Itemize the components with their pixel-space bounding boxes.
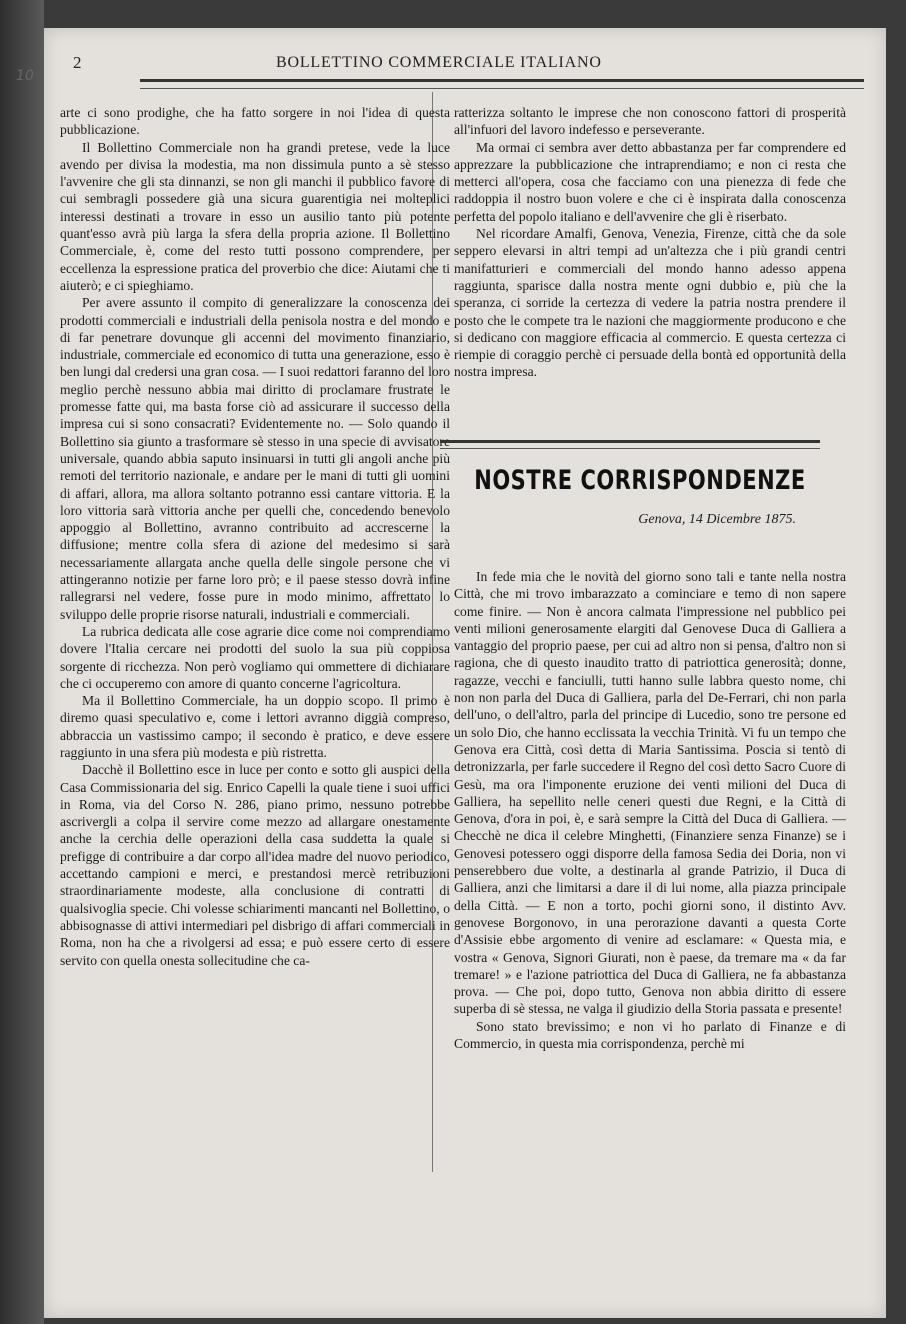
paragraph: Dacchè il Bollettino esce in luce per conto e sotto gli auspici della Casa Commissionaria del sig. Enrico Capelli la quale tiene i suoi uffici in Roma, via del Corso N. 286, piano primo, nessuno potrebbe ascrivergli a colpa il servire come mezzo ad allargare onestamente anche la cerchia delle operazioni della casa suddetta la quale si prefigge di contribuire a dar corpo all'idea madre del nuovo periodico, accettando campioni e merci, e prestandosi mercè retribuzioni straordinariamente modeste, alla conclusione di contratti di qualsivoglia specie. Chi volesse schiarimenti mancanti nel Bollettino, o abbisognasse di attivi intermediari pel disbrigo di affari commerciali in Roma, non ha che a rivolgersi ad essa; e può essere certo di essere servito con quella onesta sollecitudine che ca- [60, 762, 450, 968]
paragraph: Nel ricordare Amalfi, Genova, Venezia, Firenze, città che da sole seppero elevarsi in altri tempi ad un'altezza che i più grandi centri manifatturieri e commerciali del mondo hanno adesso appena raggiunta, sparisce dalla nostra mente ogni dubbio e, più che la speranza, ci sorride la certezza di vedere la patria nostra prendere il posto che le compete tra le nazioni che maggiormente producono e che si dedicano con maggiore efficacia al commercio. E questa certezza ci riempie di coraggio perchè ci persuade della bontà ed opportunità della nostra impresa. [454, 226, 846, 380]
paragraph: In fede mia che le novità del giorno sono tali e tante nella nostra Città, che mi trovo imbarazzato a cominciare e temo di non sapere come finire. — Non è ancora calmata l'impressione nel pubblico pei venti milioni generosamente elargiti dal Genovese Duca di Galliera a vantaggio del proprio paese, per cui ad altro non si pensa, d'altro non si ragiona, che di questo inaudito tratto di patriottica generosità; donne, ragazze, vecchi e fanciulli, tutti hanno sulle labbra questo nome, chi non non parla del Duca di Galliera, parla del De-Ferrari, chi non parla dell'uno, o dell'altro, parla del principe di Lucedio, sono tre persone ed un solo Dio, che hanno ecclissata la vecchia Trinità. Vi fu un tempo che Genova era Città, così detta di Maria Santissima. Poscia si tentò di detronizzarla, per farle succedere il Regno del così detto Sacro Cuore di Gesù, ma ora l'imponente eruzione dei venti milioni del Duca di Galliera, ha sepellito nelle ceneri questi due Regni, e la Città di Genova, d'ora in poi, è, e sarà sempre la Città del Duca di Galliera. — Checchè ne dica il celebre Minghetti, (Finanziere senza Finanze) se i Genovesi potessero oggi disporre della famosa Sedia dei Doria, non vi penserebbero due volte, a destinarla al grande Patrizio, il Duca di Galliera, anzi che limitarsi a dare il di lui nome, alla piazza principale della Città. — E non a torto, pochi giorni sono, il distinto Avv. genovese Borgonovo, in una perorazione davanti a questa Corte d'Assisie ebbe argomento di venire ad esclamare: « Questa mia, e vostra « Genova, Signori Giurati, non è paese, da tremare ma « da far tremare! » e l'azione patriottica del Duca di Galliera, ne fa abbastanza prova. — Che poi, dopo tutto, Genova non abbia diritto di essere superba di sè stessa, ne valga il giudizio della Storia passata e presente! [454, 569, 846, 1017]
right-column-bottom [454, 568, 846, 1052]
paragraph: La rubrica dedicata alle cose agrarie dice come noi comprendiamo dovere l'Italia cercare nei prodotti del suolo la sua più coppiosa sorgente di ricchezza. Non però vogliamo qui ommettere di dichiarare che ci occuperemo con amore di quanto concerne l'agricoltura. [60, 623, 450, 691]
paragraph: arte ci sono prodighe, che ha fatto sorgere in noi l'idea di questa pubblicazione. [60, 105, 450, 138]
paragraph: Ma il Bollettino Commerciale, ha un doppio scopo. Il primo è diremo quasi speculativo e, come i lettori avranno diggià compreso, abbraccia un vastissimo campo; il secondo è pratico, e deve essere raggiunto in una sfera più modesta e più ristretta. [60, 693, 450, 760]
paragraph: Il Bollettino Commerciale non ha grandi pretese, vede la luce avendo per divisa la modestia, ma non dissimula punto a sè stesso l'avvenire che gli sta dinnanzi, se non gli manchi il pubblico favore di cui sembragli possedere già una sicura guarentigia nei molteplici interessi destinati a trovare in esso un ausilio tanto più potente quant'esso avrà più larga la sfera della propria azione. Il Bollettino Commerciale, è, come del resto tutti possono comprendere, per eccellenza la espressione pratica del proverbio che dice: Aiutami che ti aiuterò; e ci spieghiamo. [60, 139, 450, 293]
running-title: BOLLETTINO COMMERCIALE ITALIANO [276, 54, 602, 71]
left-column [60, 104, 450, 969]
right-column-top [454, 104, 846, 381]
paragraph: ratterizza soltanto le imprese che non conoscono fattori di prosperità all'infuori del lavoro indefesso e perseverante. [454, 105, 846, 138]
paragraph: Per avere assunto il compito di generalizzare la conoscenza dei prodotti commerciali e industriali della penisola nostra e del mondo e di far penetrare dovunque gli accenni del movimento finanziario, industriale, commerciale ed economico di tutta una generazione, esso è ben lungi dal credersi una gran cosa. — I suoi redattori faranno del loro meglio perchè nessuno abbia mai diritto di proclamare frustrate le promesse fatte qui, ma basta forse ciò ad assicurare il successo della impresa cui si sono consacrati? Evidentemente no. — Solo quando il Bollettino sia giunto a trasformare sè stesso in una specie di avvisatore universale, quando abbia saputo insinuarsi in tutti gli angoli anche più remoti del territorio nazionale, e andare per le mani di tutti gli uomini di affari, allora, ma allora soltanto potranno essi cantare vittoria. E la loro vittoria sarà vittoria anche per quelli che, concedendo benevolo appoggio al Bollettino, avranno contribuito ad accrescerne la diffusione; mentre colla sfera di azione del medesimo si sarà necessariamente allargata anche quella delle singole persone che vi attingeranno notizie per farne loro prò; e il paese stesso dovrà infine rallegrarsi nel vedere, fosse pure in modo minimo, affrettato lo sviluppo delle proprie risorse naturali, industriali e commerciali. [60, 295, 450, 622]
section-title: NOSTRE CORRISPONDENZE [474, 465, 806, 495]
section-rule [440, 440, 820, 449]
paragraph: Sono stato brevissimo; e non vi ho parlato di Finanze e di Commercio, in questa mia corrispondenza, perchè mi [454, 1018, 846, 1052]
page-number: 2 [73, 53, 82, 72]
paragraph: Ma ormai ci sembra aver detto abbastanza per far comprendere ed apprezzare la pubblicazione che intraprendiamo; e non ci resta che metterci all'opera, cosa che facciamo con una pienezza di fede che raddoppia il nostro buon volere e che ci è inspirata dalla conoscenza perfetta del popolo italiano e dell'avvenire che gli è riserbato. [454, 139, 846, 224]
scan-border [0, 0, 44, 1324]
dateline: Genova, 14 Dicembre 1875. [638, 512, 796, 527]
margin-handwritten-note: 10 [16, 68, 34, 84]
header-rule [140, 79, 864, 89]
